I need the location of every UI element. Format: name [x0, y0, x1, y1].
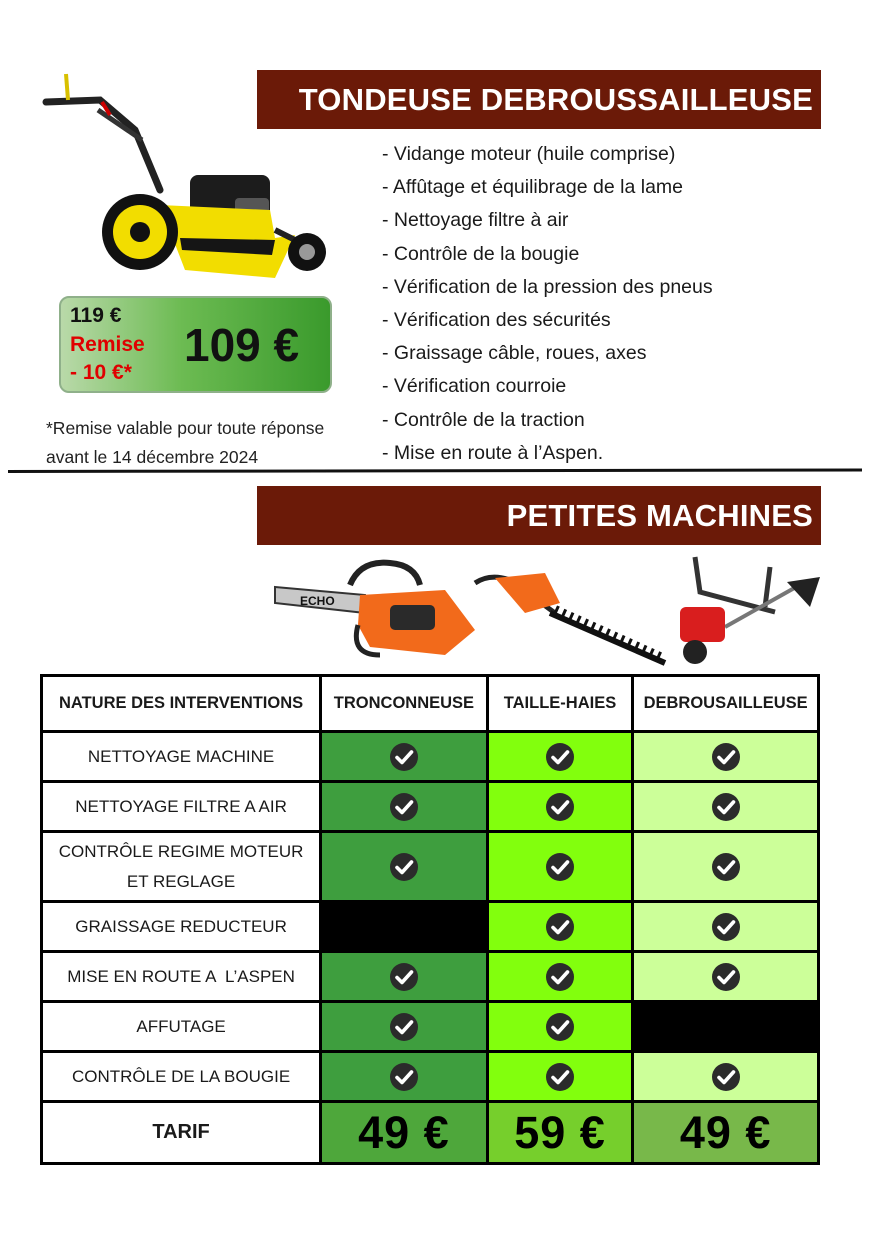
price-box — [59, 296, 332, 393]
service-list — [382, 138, 713, 470]
footnote-line: *Remise valable pour toute réponse — [46, 418, 325, 438]
check-circle-icon — [545, 1062, 575, 1092]
header-tronconneuse: TRONCONNEUSE — [321, 676, 488, 732]
old-price: 119 € — [70, 304, 122, 327]
header-debroussailleuse: DEBROUSAILLEUSE — [633, 676, 819, 732]
hedge-trimmer-image — [470, 568, 670, 668]
service-item: - Vérification courroie — [382, 375, 567, 398]
tarif-row — [42, 1102, 819, 1164]
check-cell — [487, 952, 633, 1002]
remise-amount: - 10 €* — [70, 361, 132, 384]
interventions-table — [40, 674, 820, 1165]
check-cell — [321, 952, 488, 1002]
check-cell — [487, 782, 633, 832]
check-circle-icon — [389, 1012, 419, 1042]
tarif-label: TARIF — [42, 1102, 321, 1164]
check-cell — [633, 902, 819, 952]
check-cell — [321, 1002, 488, 1052]
tarif-tronconneuse: 49 € — [321, 1102, 488, 1164]
row-label — [42, 832, 321, 902]
mower-image — [40, 70, 340, 285]
table-row — [42, 952, 819, 1002]
check-circle-icon — [389, 792, 419, 822]
check-cell — [487, 832, 633, 902]
section-title-petites-machines: PETITES MACHINES — [257, 486, 821, 545]
tarif-debroussailleuse: 49 € — [633, 1102, 819, 1164]
check-cell — [487, 1052, 633, 1102]
header-taille-haies: TAILLE-HAIES — [487, 676, 633, 732]
table-row — [42, 832, 819, 902]
table-header-row — [42, 676, 819, 732]
check-cell — [487, 902, 633, 952]
service-item: - Vérification des sécurités — [382, 309, 611, 332]
check-circle-icon — [711, 962, 741, 992]
new-price: 109 € — [184, 319, 300, 371]
check-circle-icon — [711, 792, 741, 822]
check-cell — [633, 1052, 819, 1102]
row-label: GRAISSAGE REDUCTEUR — [42, 902, 321, 952]
not-included-cell — [633, 1002, 819, 1052]
check-cell — [633, 832, 819, 902]
check-circle-icon — [389, 852, 419, 882]
remise-label: Remise — [70, 333, 145, 356]
service-item: - Affûtage et équilibrage de la lame — [382, 176, 684, 199]
check-cell — [321, 732, 488, 782]
service-item: - Contrôle de la bougie — [382, 242, 580, 265]
check-circle-icon — [389, 742, 419, 772]
section-title-tondeuse: TONDEUSE DEBROUSSAILLEUSE — [257, 70, 821, 129]
service-item: - Graissage câble, roues, axes — [382, 342, 647, 365]
check-circle-icon — [545, 852, 575, 882]
row-label: CONTRÔLE DE LA BOUGIE — [42, 1052, 321, 1102]
table-row — [42, 1002, 819, 1052]
check-circle-icon — [711, 912, 741, 942]
check-circle-icon — [545, 912, 575, 942]
table-row — [42, 902, 819, 952]
footnote-line: avant le 14 décembre 2024 — [46, 447, 259, 467]
section-divider — [8, 469, 862, 473]
tarif-taille-haies: 59 € — [487, 1102, 633, 1164]
check-cell — [321, 782, 488, 832]
check-cell — [487, 732, 633, 782]
check-circle-icon — [545, 962, 575, 992]
table-row — [42, 732, 819, 782]
not-included-cell — [321, 902, 488, 952]
table-row — [42, 782, 819, 832]
service-item: - Mise en route à l’Aspen. — [382, 441, 604, 464]
check-cell — [633, 952, 819, 1002]
header-nature: NATURE DES INTERVENTIONS — [42, 676, 321, 732]
chainsaw-brand-logo: ECHO — [300, 594, 335, 608]
check-circle-icon — [545, 742, 575, 772]
check-circle-icon — [389, 962, 419, 992]
check-circle-icon — [389, 1062, 419, 1092]
service-item: - Contrôle de la traction — [382, 408, 585, 431]
check-cell — [633, 732, 819, 782]
check-circle-icon — [545, 1012, 575, 1042]
check-circle-icon — [711, 852, 741, 882]
check-circle-icon — [545, 792, 575, 822]
table-row — [42, 1052, 819, 1102]
check-cell — [321, 1052, 488, 1102]
check-cell — [487, 1002, 633, 1052]
service-item: - Nettoyage filtre à air — [382, 209, 569, 232]
row-label: AFFUTAGE — [42, 1002, 321, 1052]
service-item: - Vidange moteur (huile comprise) — [382, 143, 676, 165]
check-cell — [633, 782, 819, 832]
row-label: MISE EN ROUTE A L’ASPEN — [42, 952, 321, 1002]
check-circle-icon — [711, 742, 741, 772]
chainsaw-image — [270, 555, 485, 665]
check-cell — [321, 832, 488, 902]
row-label-line: CONTRÔLE REGIME MOTEUR — [58, 841, 304, 861]
row-label-line: ET REGLAGE — [126, 871, 236, 891]
row-label: NETTOYAGE FILTRE A AIR — [42, 782, 321, 832]
service-item: - Vérification de la pression des pneus — [382, 275, 713, 298]
footnote — [46, 414, 376, 472]
row-label: NETTOYAGE MACHINE — [42, 732, 321, 782]
brushcutter-image — [665, 552, 825, 667]
check-circle-icon — [711, 1062, 741, 1092]
